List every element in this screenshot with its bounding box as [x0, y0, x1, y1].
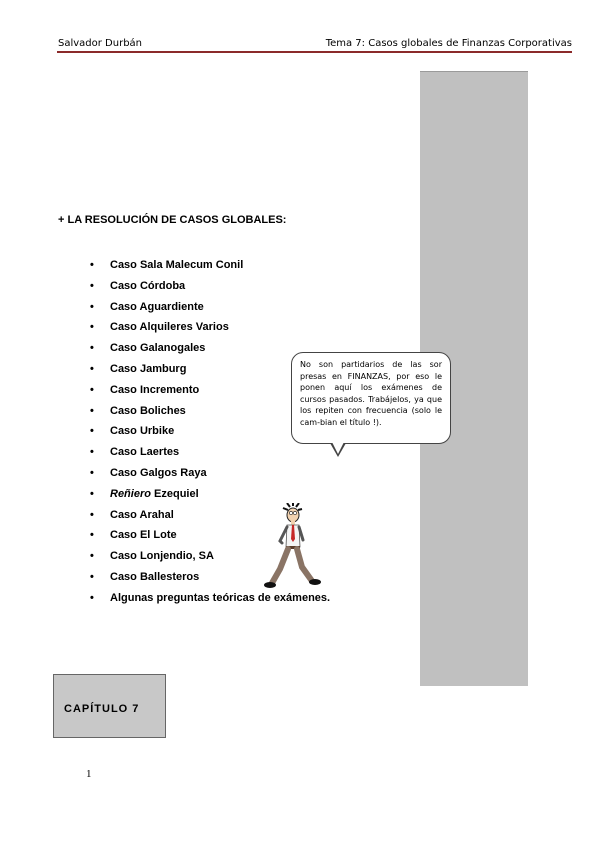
- list-item-text: Caso Incremento: [110, 383, 200, 396]
- list-item-text: Caso Ballesteros: [110, 570, 200, 583]
- list-item-text: Caso Jamburg: [110, 362, 187, 375]
- list-item-text: Caso Galanogales: [110, 342, 206, 355]
- list-item-text: Caso Galgos Raya: [110, 466, 207, 479]
- list-item-text: Caso Boliches: [110, 404, 186, 417]
- list-item-text: Caso Sala Malecum Conil: [110, 259, 244, 271]
- list-item-text: Algunas preguntas teóricas de exámenes.: [110, 591, 331, 604]
- list-item-italic: Reñiero: [110, 487, 151, 500]
- chapter-box: [53, 674, 166, 738]
- section-heading: + LA RESOLUCIÓN DE CASOS GLOBALES:: [58, 214, 287, 226]
- speech-bubble-tail-fill: [332, 442, 344, 454]
- chapter-label: CAPÍTULO 7: [64, 703, 140, 715]
- header-rule: [57, 51, 572, 53]
- header-author: Salvador Durbán: [58, 38, 143, 49]
- list-item: [90, 317, 330, 338]
- list-item-text: Caso El Lote: [110, 529, 177, 542]
- list-item: [90, 463, 330, 484]
- list-item: [90, 442, 330, 463]
- list-item: [90, 484, 330, 505]
- list-item: [90, 255, 330, 276]
- list-item-text: Caso Lonjendio, SA: [110, 550, 214, 563]
- list-item-text: Caso Arahal: [110, 508, 174, 521]
- page-number: 1: [86, 768, 92, 780]
- list-item: [90, 297, 330, 318]
- list-item-text: Caso Laertes: [110, 446, 180, 459]
- list-item: [90, 276, 330, 297]
- list-item-text: Caso Córdoba: [110, 279, 186, 292]
- list-item-text: Ezequiel: [150, 487, 199, 500]
- header-topic: Tema 7: Casos globales de Finanzas Corporativas: [325, 38, 572, 49]
- list-item-text: Caso Alquileres Varios: [110, 321, 229, 334]
- walking-man-illustration: [262, 503, 322, 593]
- list-item-text: Caso Urbike: [110, 425, 175, 438]
- speech-bubble: No son partidarios de las sor presas en FINANZAS, por eso le ponen aquí los exámenes de cursos pasados. Trabájelos, ya que los repiten con frecuencia (solo le cam-bian el título !).: [291, 352, 451, 444]
- list-item-text: Caso Aguardiente: [110, 300, 204, 313]
